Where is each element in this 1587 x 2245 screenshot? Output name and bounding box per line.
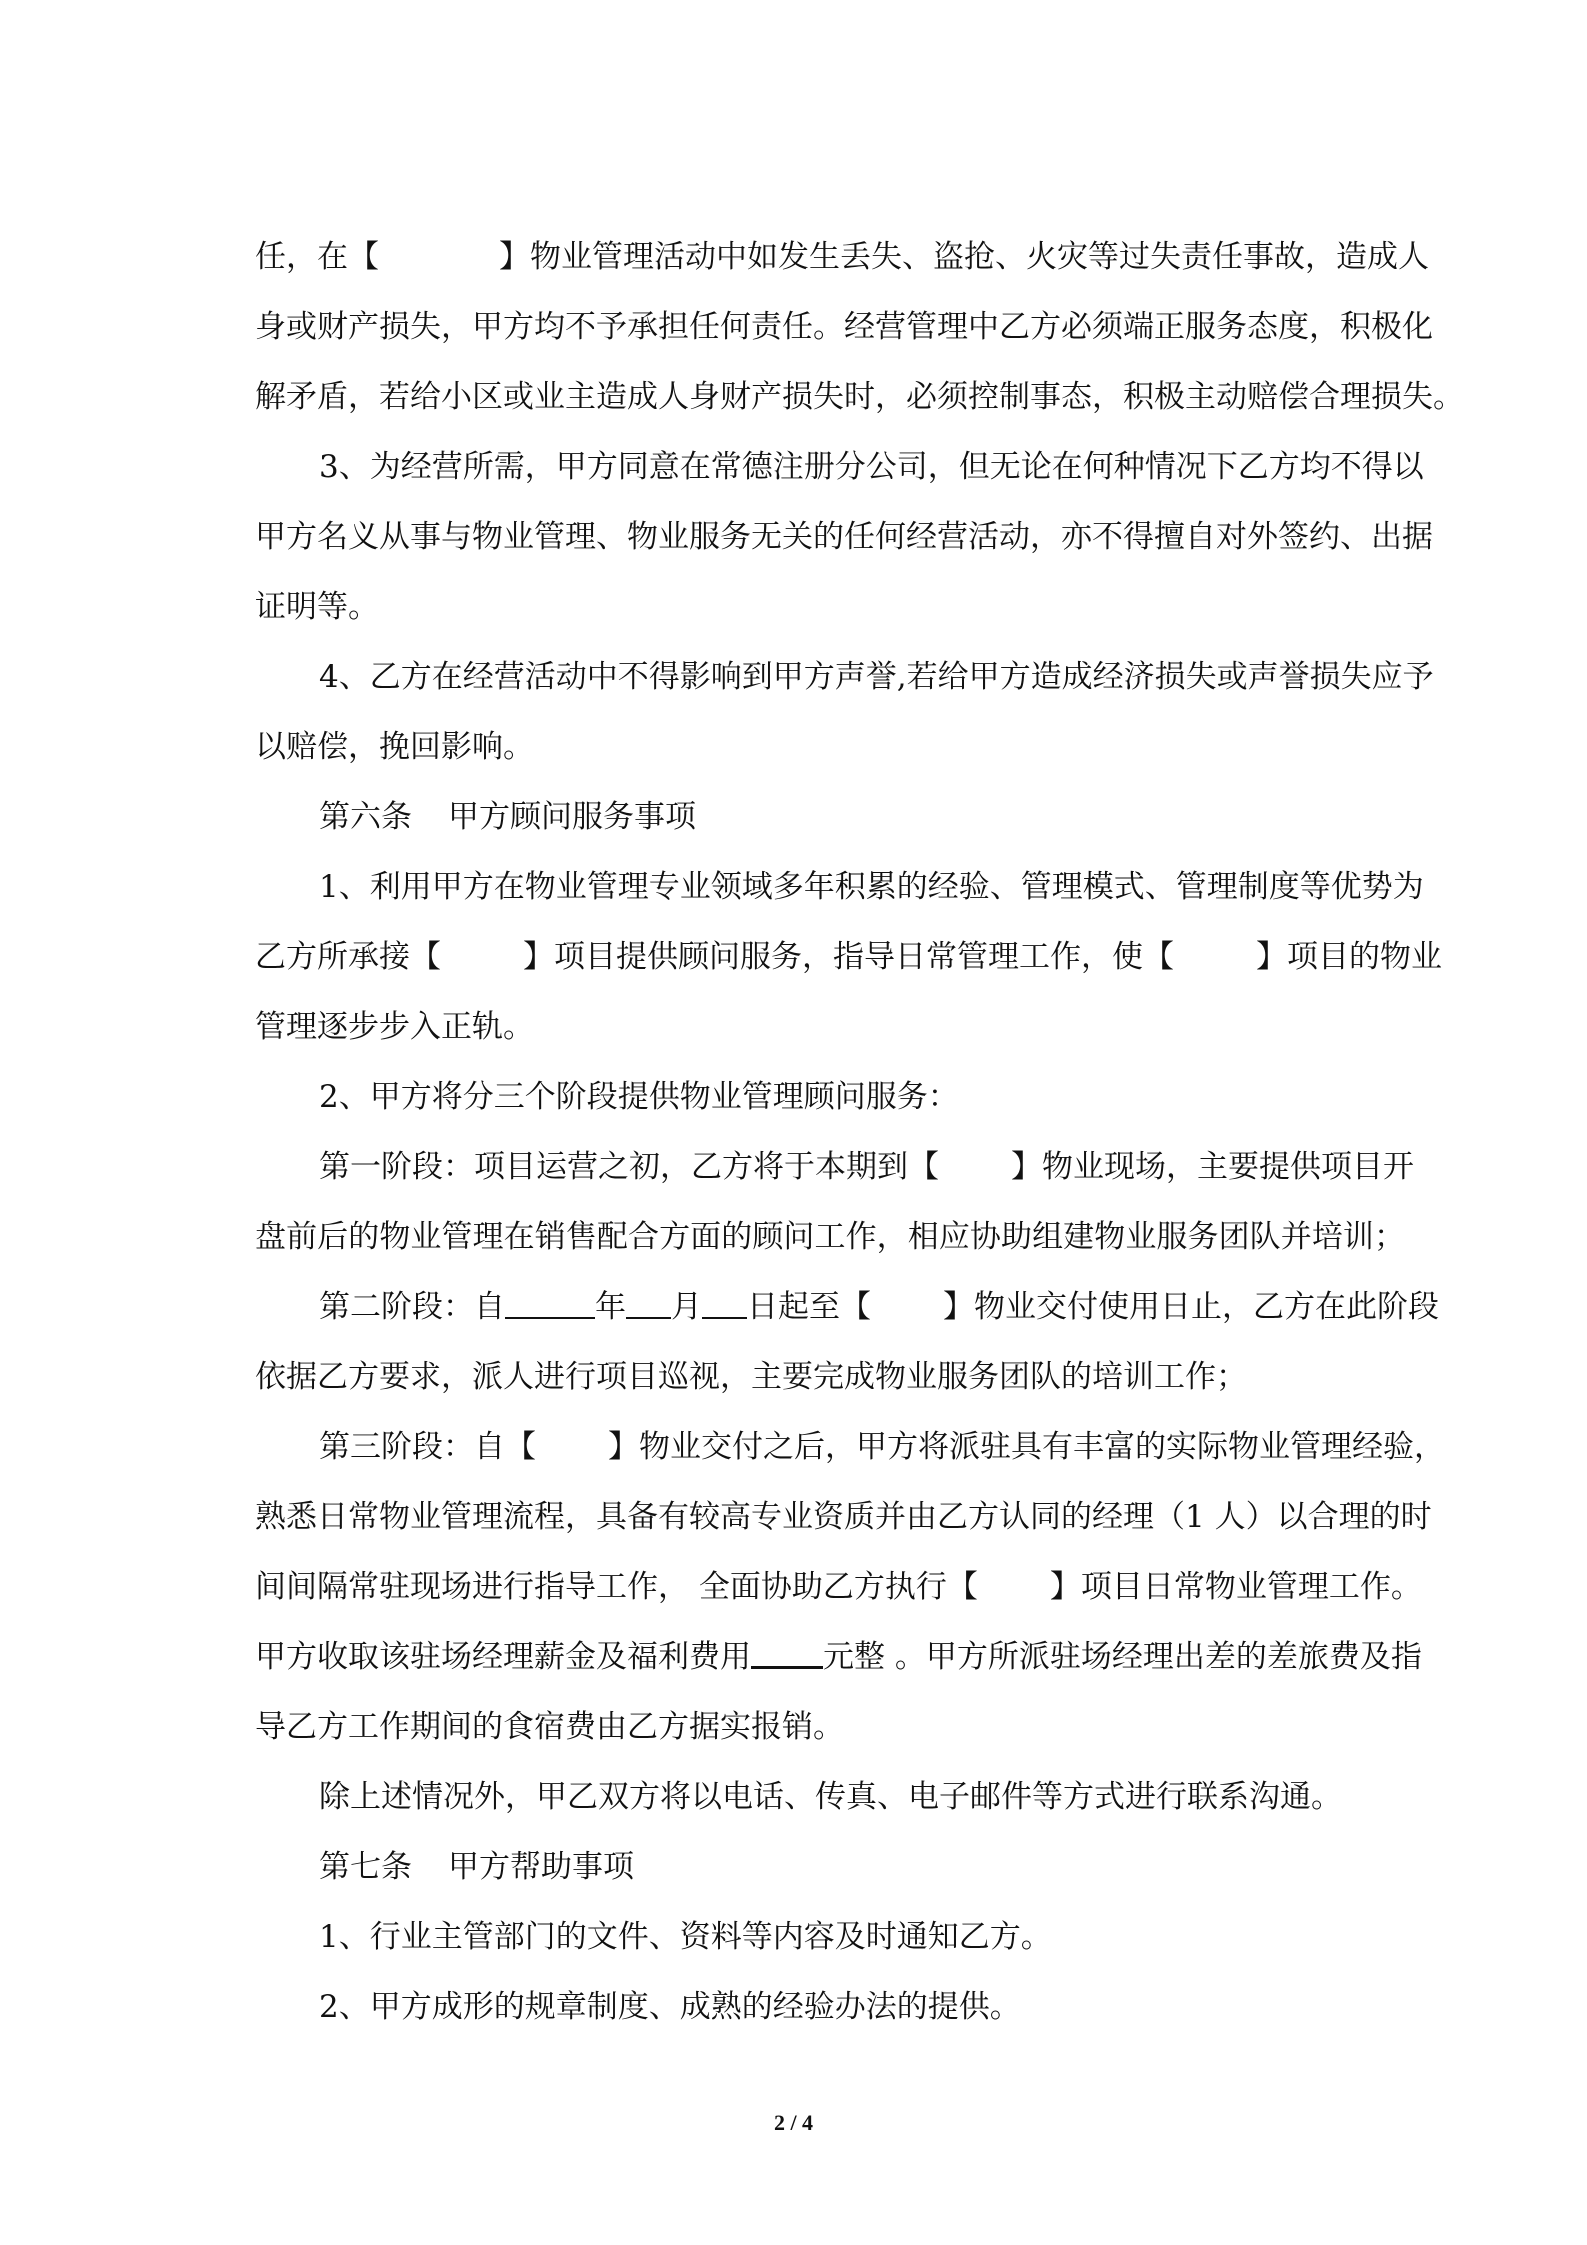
year-blank bbox=[505, 1289, 595, 1319]
text-segment: 甲方收取该驻场经理薪金及福利费用 bbox=[255, 1639, 751, 1675]
text-segment: 】物业现场，主要提供项目开 bbox=[1011, 1149, 1414, 1185]
paragraph-line bbox=[255, 712, 1405, 782]
text-segment: 第三阶段：自【 bbox=[319, 1429, 536, 1465]
section-heading bbox=[255, 782, 1405, 852]
section-number: 第七条 bbox=[319, 1849, 412, 1885]
text-segment: 证明等。 bbox=[255, 589, 379, 625]
text-segment: 依据乙方要求，派人进行项目巡视，主要完成物业服务团队的培训工作； bbox=[255, 1359, 1247, 1395]
paragraph-line bbox=[255, 502, 1433, 572]
text-segment: 3、为经营所需，甲方同意在常德注册分公司，但无论在何种情况下乙方均不得以 bbox=[319, 449, 1424, 485]
text-segment: 月 bbox=[671, 1289, 702, 1325]
paragraph-line bbox=[255, 1482, 1432, 1552]
text-segment: 1、利用甲方在物业管理专业领域多年积累的经验、管理模式、管理制度等优势为 bbox=[319, 869, 1424, 905]
text-segment: 第二阶段：自 bbox=[319, 1289, 505, 1325]
text-segment: 任，在【 bbox=[255, 239, 379, 275]
paragraph-line bbox=[255, 922, 1442, 992]
paragraph-line bbox=[255, 292, 1433, 362]
text-segment: 】项目提供顾问服务，指导日常管理工作，使【 bbox=[523, 939, 1174, 975]
section-heading bbox=[255, 1832, 1405, 1902]
paragraph-line bbox=[255, 572, 1405, 642]
text-segment: 盘前后的物业管理在销售配合方面的顾问工作，相应协助组建物业服务团队并培训； bbox=[255, 1219, 1405, 1255]
paragraph-line bbox=[255, 432, 1424, 502]
paragraph-line bbox=[255, 222, 1429, 292]
paragraph-line bbox=[255, 1902, 1405, 1972]
text-segment: 】物业交付使用日止，乙方在此阶段 bbox=[943, 1289, 1439, 1325]
paragraph-line bbox=[255, 1762, 1405, 1832]
fee-blank bbox=[751, 1638, 823, 1669]
paragraph-line bbox=[255, 1272, 1439, 1342]
text-segment: 管理逐步步入正轨。 bbox=[255, 1009, 534, 1045]
text-segment: 熟悉日常物业管理流程，具备有较高专业资质并由乙方认同的经理（1 人）以合理的时 bbox=[255, 1499, 1432, 1535]
text-segment: 元整 。甲方所派驻场经理出差的差旅费及指 bbox=[823, 1639, 1422, 1675]
paragraph-line bbox=[255, 1412, 1445, 1482]
section-number: 第六条 bbox=[319, 799, 412, 835]
text-segment: 】物业交付之后，甲方将派驻具有丰富的实际物业管理经验， bbox=[608, 1429, 1445, 1465]
paragraph-line bbox=[255, 1062, 1405, 1132]
paragraph-line bbox=[255, 1132, 1414, 1202]
text-segment: 2、甲方成形的规章制度、成熟的经验办法的提供。 bbox=[319, 1989, 1021, 2025]
day-blank bbox=[702, 1289, 747, 1319]
paragraph-line bbox=[255, 1622, 1422, 1692]
text-segment: 1、行业主管部门的文件、资料等内容及时通知乙方。 bbox=[319, 1919, 1052, 1955]
text-segment: 】项目日常物业管理工作。 bbox=[1049, 1569, 1422, 1605]
month-blank bbox=[626, 1289, 671, 1319]
paragraph-line bbox=[255, 362, 1464, 432]
paragraph-line bbox=[255, 852, 1424, 922]
text-segment: 间间隔常驻现场进行指导工作， 全面协助乙方执行【 bbox=[255, 1569, 978, 1605]
text-segment: 日起至【 bbox=[747, 1289, 871, 1325]
text-segment: 导乙方工作期间的食宿费由乙方据实报销。 bbox=[255, 1709, 844, 1745]
text-segment: 身或财产损失，甲方均不予承担任何责任。经营管理中乙方必须端正服务态度，积极化 bbox=[255, 309, 1433, 345]
text-segment: 除上述情况外，甲乙双方将以电话、传真、电子邮件等方式进行联系沟通。 bbox=[319, 1779, 1342, 1815]
text-segment: 甲方名义从事与物业管理、物业服务无关的任何经营活动，亦不得擅自对外签约、出据 bbox=[255, 519, 1433, 555]
text-segment: 2、甲方将分三个阶段提供物业管理顾问服务： bbox=[319, 1079, 959, 1115]
text-segment: 4、乙方在经营活动中不得影响到甲方声誉,若给甲方造成经济损失或声誉损失应予 bbox=[319, 659, 1434, 695]
paragraph-line bbox=[255, 1342, 1405, 1412]
paragraph-line bbox=[255, 1552, 1422, 1622]
paragraph-line bbox=[255, 1202, 1405, 1272]
document-body bbox=[255, 222, 1464, 2042]
text-segment: 年 bbox=[595, 1289, 626, 1325]
text-segment: 第一阶段：项目运营之初，乙方将于本期到【 bbox=[319, 1149, 939, 1185]
text-segment: 解矛盾，若给小区或业主造成人身财产损失时，必须控制事态，积极主动赔偿合理损失。 bbox=[255, 379, 1464, 415]
page-number: 2 / 4 bbox=[773, 2110, 814, 2135]
text-segment: 】项目的物业 bbox=[1256, 939, 1442, 975]
section-title: 甲方帮助事项 bbox=[448, 1849, 634, 1885]
section-title: 甲方顾问服务事项 bbox=[448, 799, 696, 835]
text-segment: 以赔偿，挽回影响。 bbox=[255, 729, 534, 765]
text-segment: 】物业管理活动中如发生丢失、盗抢、火灾等过失责任事故，造成人 bbox=[499, 239, 1429, 275]
paragraph-line bbox=[255, 1972, 1405, 2042]
paragraph-line bbox=[255, 642, 1434, 712]
text-segment: 乙方所承接【 bbox=[255, 939, 441, 975]
paragraph-line bbox=[255, 1692, 1405, 1762]
paragraph-line bbox=[255, 992, 1405, 1062]
